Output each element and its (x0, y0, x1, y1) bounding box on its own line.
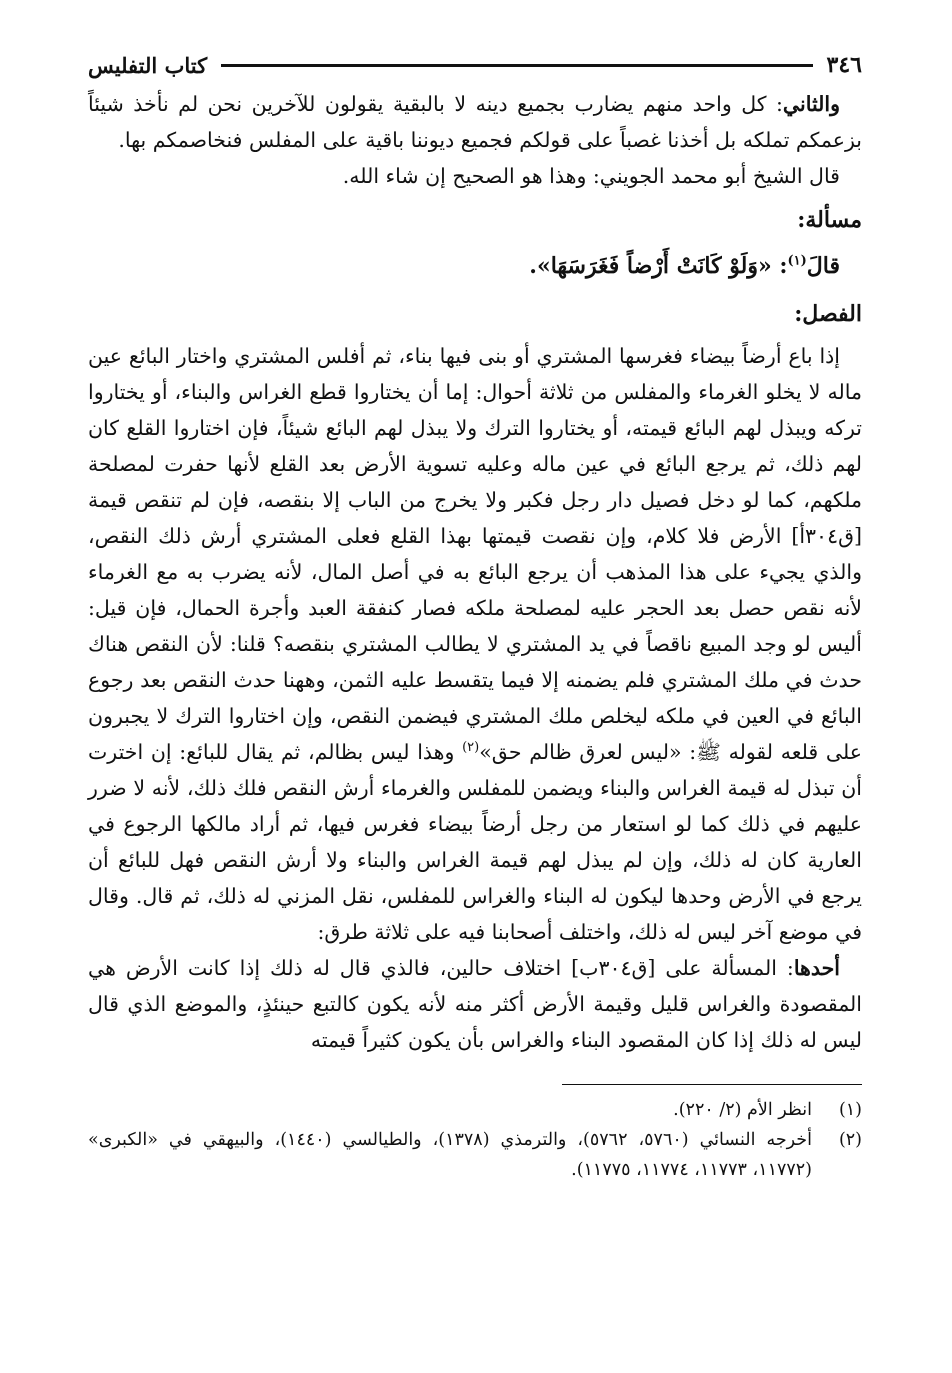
running-title: كتاب التفليس (88, 52, 208, 78)
footnote-ref: (١) (787, 253, 807, 269)
paragraph-text: قال الشيخ أبو محمد الجويني: وهذا هو الصحيح إن شاء الله. (342, 164, 840, 188)
quote-body: : «وَلَوْ كَانَتْ أَرْضاً فَغَرَسَهَا». (529, 253, 788, 279)
page-header (88, 44, 862, 86)
quoted-text (88, 244, 862, 288)
footnote-ref: (٢) (462, 740, 480, 756)
paragraph-text: : كل واحد منهم يضارب بجميع دينه لا بالبقية يقولون للآخرين نحن لم نأخذ شيئاً بزعمكم تملكه بل أخذنا غصباً على قولكم فجميع ديوننا باقية على المفلس فنخاصمكم بها. (88, 92, 862, 152)
paragraph-text: : المسألة على [ق٣٠٤ب] اختلاف حالين، فالذي قال له ذلك إذا كانت الأرض هي المقصودة والغراس قليل وقيمة الأرض أكثر منه لأنه يكون كالتبع حينئذٍ، والموضع الذي قال ليس له ذلك إذا كان المقصود البناء والغراس بأن يكون كثيراً قيمته (88, 956, 862, 1052)
page-number: ٣٤٦ (826, 52, 862, 78)
paragraph-lead: والثاني (782, 92, 840, 116)
footnotes (88, 1095, 862, 1185)
heading-masala: مسألة: (797, 207, 862, 233)
quote-intro: قالَ (806, 253, 840, 279)
paragraph-fasl (88, 338, 862, 950)
paragraph-text-cont: وهذا ليس بظالم، ثم يقال للبائع: إن اخترت أن تبذل له قيمة الغراس والبناء ويضمن للمفلس والغرماء أرش النقص فلك ذلك، لأنه لا ضرر عليهم في ذلك كما لو استعار من رجل أرضاً بيضاء فغرس فيها، ثم أراد مالكها الرجوع في العارية كان له ذلك، وإن لم يبذل لهم قيمة الغراس والبناء ولا أرش النقص فهل للبائع أن يرجع في الأرض وحدها ليكون له البناء والغراس للمفلس، نقل المزني له ذلك، ثم قال. وقال في موضع آخر ليس له ذلك، واختلف أصحابنا فيه على ثلاثة طرق: (88, 740, 862, 944)
heading-fasl: الفصل: (794, 301, 862, 327)
footnote-number: (١) (838, 1100, 862, 1120)
footnote-item (88, 1095, 862, 1125)
footnote-item (88, 1125, 862, 1185)
main-text (88, 86, 862, 1058)
footnote-rule (562, 1084, 862, 1085)
header-rule (221, 64, 812, 67)
footnote-text: انظر الأم (٢/ ٢٢٠). (673, 1100, 812, 1120)
footnote-number: (٢) (838, 1130, 862, 1150)
paragraph-text: إذا باع أرضاً بيضاء فغرسها المشتري أو بنى فيها بناء، ثم أفلس المشتري واختار البائع عين ماله لا يخلو الغرماء والمفلس من ثلاثة أحوال: إما أن يختاروا قطع الغراس والبناء، أو يختاروا تركه ويبذل لهم البائع قيمته، أو يختاروا الترك ولا يبذل لهم البائع شيئاً، فإن اختاروا القلع كان لهم ذلك، ثم يرجع البائع في عين ماله وعليه تسوية الأرض بعد القلع لأنها حفرت لمصلحة ملكهم، كما لو دخل فصيل دار رجل فكبر ولا يخرج من الباب إلا بنقصه، فإن لم تنقص قيمة [ق٣٠٤أ] الأرض فلا كلام، وإن نقصت قيمتها بهذا القلع فعلى المشتري أرش ذلك النقص، والذي يجيء على هذا المذهب أن يرجع البائع به في أصل المال، لأنه يضرب به مع الغرماء لأنه نقص حصل بعد الحجر عليه لمصلحة ملكه فصار كنفقة العبد وأجرة الحمال، فإن قيل: أليس لو وجد المبيع ناقصاً في يد المشتري لا يطالب المشتري بنقصه؟ قلنا: لأن النقص هناك حدث في ملك المشتري فلم يضمنه إلا فيما يتقسط عليه الثمن، وههنا حدث النقص بعد رجوع البائع في العين في ملكه ليخلص ملك المشتري فيضمن النقص، وإن اختاروا الترك لا يجبرون على قلعه لقوله ﷺ: «ليس لعرق ظالم حق» (88, 344, 862, 764)
paragraph-second-opinion (88, 86, 862, 158)
paragraph-juwayni (88, 158, 862, 194)
paragraph-lead: أحدها (793, 956, 840, 980)
paragraph-first-way (88, 950, 862, 1058)
footnote-text: أخرجه النسائي (٥٧٦٠، ٥٧٦٢)، والترمذي (١٣٧٨)، والطيالسي (١٤٤٠)، والبيهقي في «الكبرى» (١١٧٧٢، ١١٧٧٣، ١١٧٧٤، ١١٧٧٥). (88, 1130, 812, 1180)
